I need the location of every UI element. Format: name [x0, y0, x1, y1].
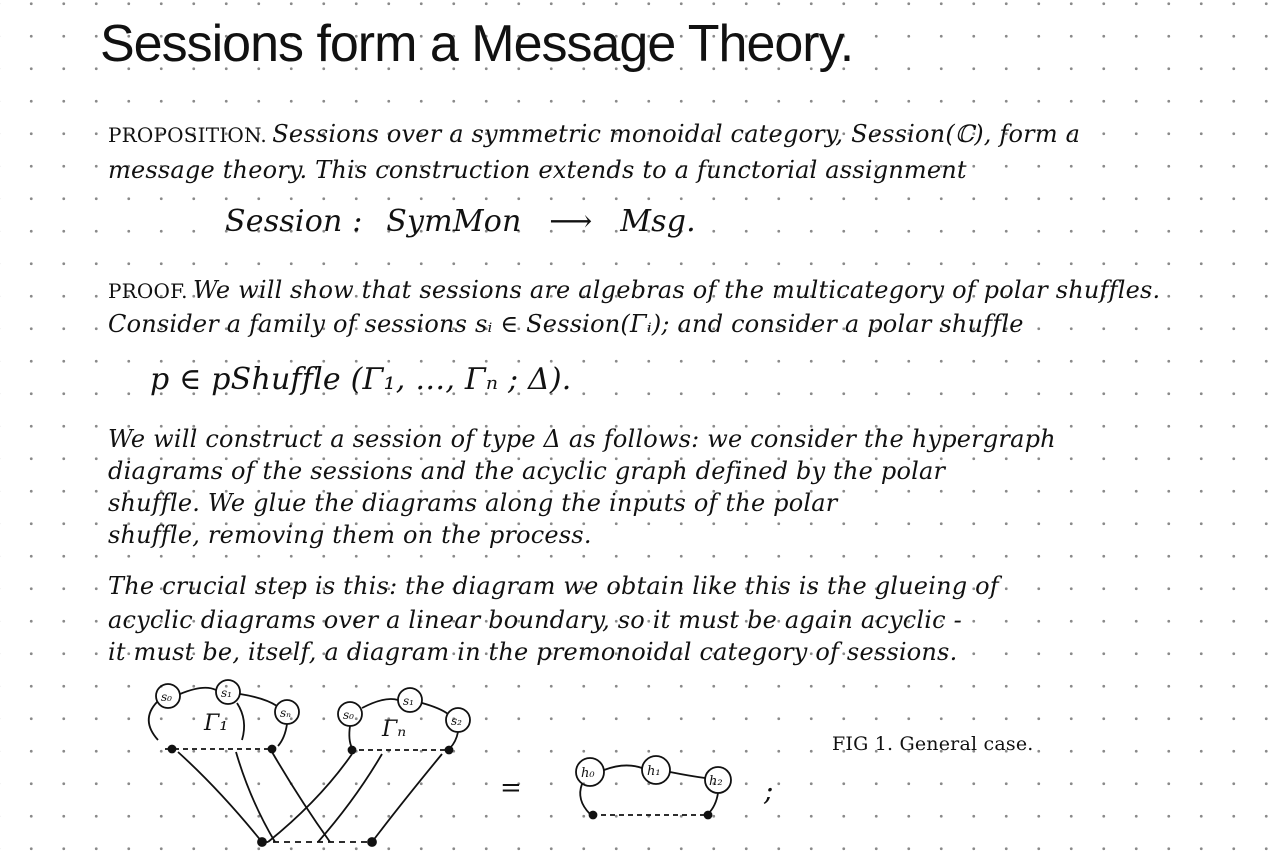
functor-name: Session :	[225, 204, 363, 239]
page-title: Sessions form a Message Theory.	[100, 15, 854, 73]
paragraph-2-line-2: diagrams of the sessions and the acyclic graph defined by the polar	[108, 457, 946, 485]
left-session-n	[338, 688, 470, 754]
figure-diagram	[0, 660, 1280, 863]
proposition-text-1: Sessions over a symmetric monoidal category, Session(ℂ), form a	[272, 120, 1081, 148]
proof-text-1: We will show that sessions are algebras of the multicategory of polar shuffles.	[192, 276, 1161, 304]
paragraph-3-line-2: acyclic diagrams over a linear boundary, so it must be again acyclic -	[108, 606, 962, 634]
node-label: s₀	[161, 690, 172, 704]
gamma-1-label: Γ₁	[204, 711, 229, 736]
boundary-point	[368, 838, 376, 846]
paragraph-2-line-1: We will construct a session of type Δ as follows: we consider the hypergraph	[108, 425, 1056, 453]
proof-formula: p ∈ pShuffle (Γ₁, …, Γₙ ; Δ).	[150, 362, 572, 397]
boundary-point	[705, 812, 712, 819]
functor-arrow: ⟶	[549, 204, 593, 239]
proposition-line-2: message theory. This construction extends to a functorial assignment	[108, 156, 967, 184]
shuffle-wires	[178, 752, 442, 846]
node-label: s₁	[403, 694, 414, 708]
equals-sign: =	[500, 773, 522, 803]
paragraph-2-line-4: shuffle, removing them on the process.	[108, 521, 592, 549]
semicolon: ;	[764, 774, 774, 807]
functor-display	[225, 204, 696, 239]
node-label: sₙ	[280, 706, 292, 720]
boundary-point	[349, 747, 356, 754]
paragraph-3-line-1: The crucial step is this: the diagram we obtain like this is the glueing of	[108, 572, 999, 600]
figure-caption: FIG 1. General case.	[832, 733, 1034, 755]
gamma-n-label: Γₙ	[382, 717, 407, 742]
node-label: h₀	[581, 766, 595, 781]
boundary-point	[446, 747, 453, 754]
boundary-point	[269, 746, 276, 753]
right-session	[576, 756, 731, 819]
proposition-line-1	[108, 120, 1080, 148]
proof-label: PROOF.	[108, 279, 188, 303]
left-session-1	[149, 680, 299, 753]
node-label: s₀	[343, 708, 354, 722]
node-label: s₁	[221, 686, 232, 700]
proof-line-1	[108, 276, 1160, 304]
node-label: s₂	[451, 714, 462, 728]
node-label: h₂	[709, 774, 723, 789]
boundary-point	[169, 746, 176, 753]
boundary-point	[590, 812, 597, 819]
node-label: h₁	[647, 764, 661, 779]
proposition-label: PROPOSITION.	[108, 123, 267, 147]
functor-target: Msg.	[620, 204, 696, 239]
paragraph-3-line-3: it must be, itself, a diagram in the premonoidal category of sessions.	[108, 638, 958, 666]
functor-source: SymMon	[386, 204, 522, 239]
proof-line-2: Consider a family of sessions sᵢ ∈ Session(Γᵢ); and consider a polar shuffle	[108, 310, 1024, 338]
paragraph-2-line-3: shuffle. We glue the diagrams along the inputs of the polar	[108, 489, 838, 517]
boundary-point	[258, 838, 266, 846]
